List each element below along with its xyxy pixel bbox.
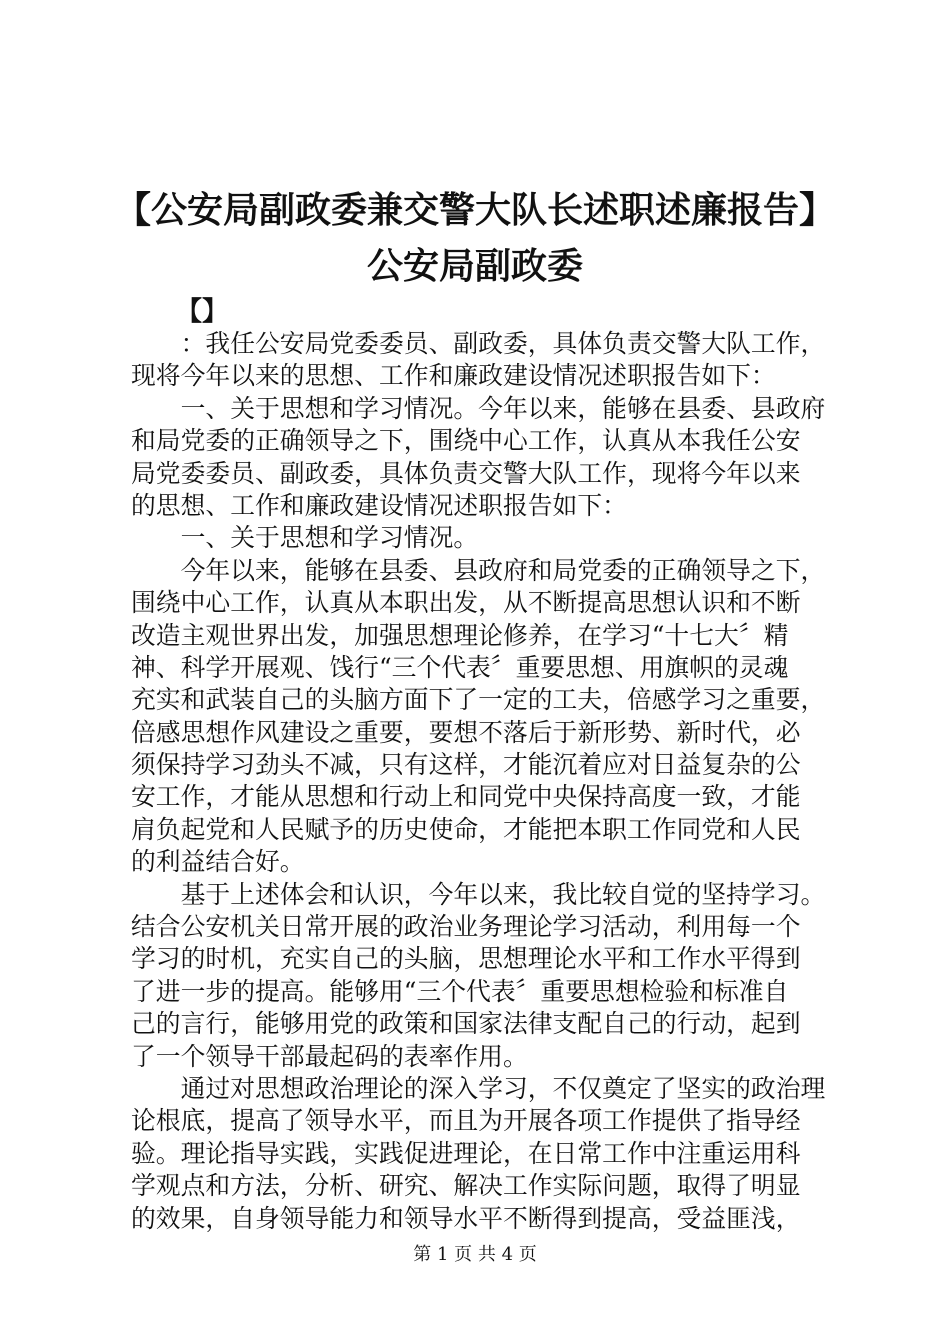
body-line: 己的言行，能够用党的政策和国家法律支配自己的行动，起到: [131, 1009, 801, 1039]
body-line: 充实和武装自己的头脑方面下了一定的工夫，倍感学习之重要，: [131, 685, 826, 715]
body-line: 肩负起党和人民赋予的历史使命，才能把本职工作同党和人民: [131, 814, 801, 844]
document-body: [131, 328, 843, 1235]
body-line: 现将今年以来的思想、工作和廉政建设情况述职报告如下：: [131, 361, 776, 391]
document-subtitle: 公安局副政委: [366, 245, 583, 287]
body-line: 须保持学习劲头不减，只有这样，才能沉着应对日益复杂的公: [131, 750, 801, 780]
body-line: 今年以来，能够在县委、县政府和局党委的正确领导之下，: [131, 555, 826, 585]
body-line: 和局党委的正确领导之下，围绕中心工作，认真从本我任公安: [131, 426, 801, 456]
body-line: 基于上述体会和认识，今年以来，我比较自觉的坚持学习。: [131, 879, 826, 909]
body-line: 一、关于思想和学习情况。今年以来，能够在县委、县政府: [131, 393, 826, 423]
body-line: 的效果，自身领导能力和领导水平不断得到提高，受益匪浅，: [131, 1203, 801, 1233]
body-line: 倍感思想作风建设之重要，要想不落后于新形势、新时代，必: [131, 717, 801, 747]
body-line: ：我任公安局党委委员、副政委，具体负责交警大队工作，: [131, 329, 826, 358]
body-line: 一、关于思想和学习情况。: [131, 523, 479, 553]
document-title: 【公安局副政委兼交警大队长述职述廉报告】: [114, 189, 835, 231]
body-line: 了进一步的提高。能够用“三个代表〞重要思想检验和标准自: [131, 976, 789, 1006]
body-line: 结合公安机关日常开展的政治业务理论学习活动，利用每一个: [131, 912, 801, 942]
body-line: 学习的时机，充实自己的头脑，思想理论水平和工作水平得到: [131, 944, 801, 974]
body-line: 神、科学开展观、饯行“三个代表〞重要思想、用旗帜的灵魂: [131, 652, 789, 682]
body-line: 改造主观世界出发，加强思想理论修养，在学习“十七大〞精: [131, 620, 789, 650]
bracket-heading: 【】: [176, 297, 229, 327]
body-line: 验。理论指导实践，实践促进理论，在日常工作中注重运用科: [131, 1138, 801, 1168]
body-line: 安工作，才能从思想和行动上和同党中央保持高度一致，才能: [131, 782, 801, 812]
page-footer: 第 1 页 共 4 页: [413, 1244, 537, 1265]
body-line: 论根底，提高了领导水平，而且为开展各项工作提供了指导经: [131, 1106, 801, 1136]
body-line: 围绕中心工作，认真从本职出发，从不断提高思想认识和不断: [131, 588, 801, 618]
body-line: 了一个领导干部最起码的表率作用。: [131, 1041, 528, 1071]
body-line: 的思想、工作和廉政建设情况述职报告如下：: [131, 490, 627, 520]
body-line: 的利益结合好。: [131, 847, 305, 877]
body-line: 通过对思想政治理论的深入学习，不仅奠定了坚实的政治理: [131, 1073, 826, 1103]
body-line: 学观点和方法，分析、研究、解决工作实际问题，取得了明显: [131, 1171, 801, 1201]
body-line: 局党委委员、副政委，具体负责交警大队工作，现将今年以来: [131, 458, 801, 488]
